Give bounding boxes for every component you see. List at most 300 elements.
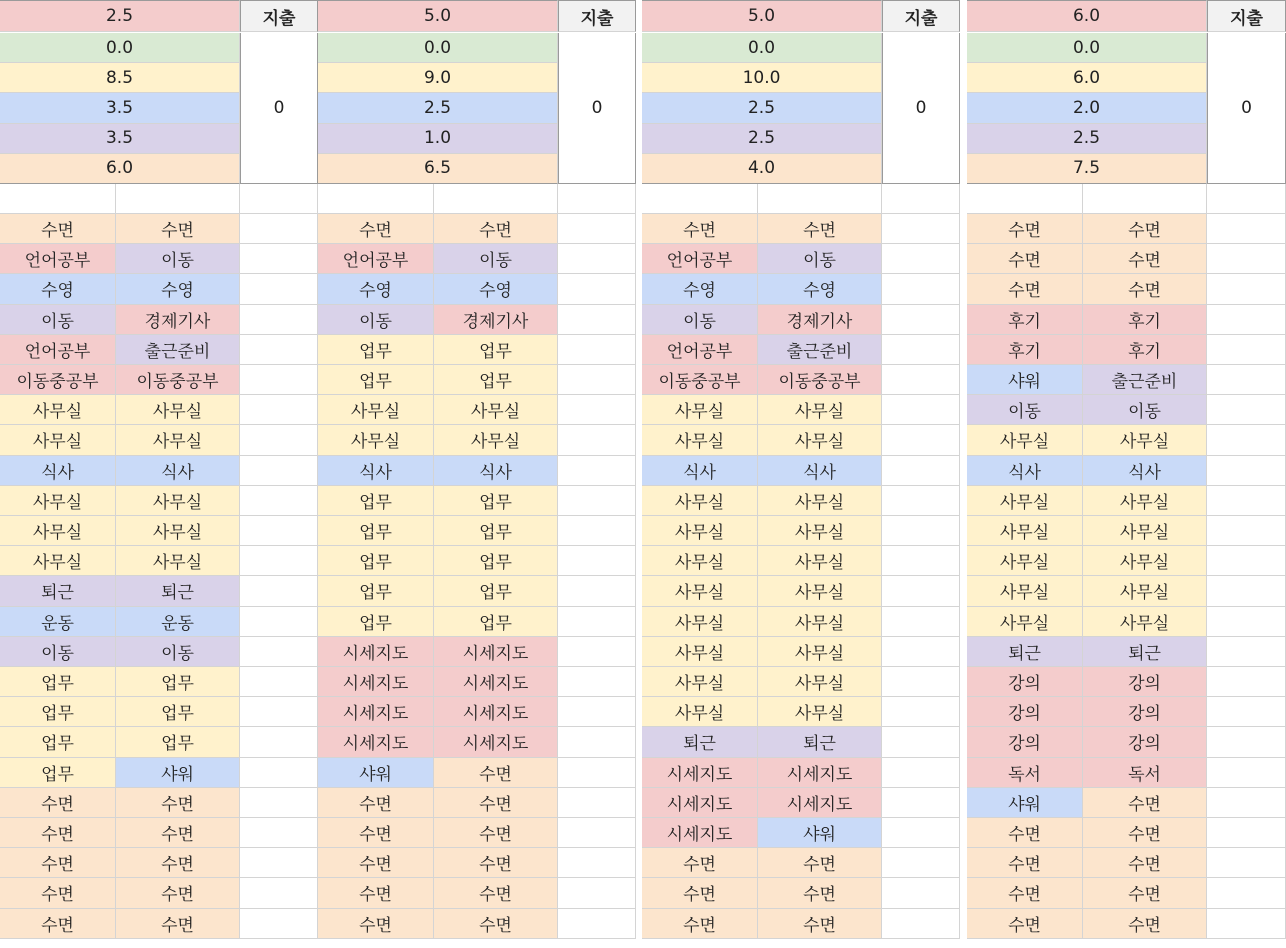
summary-cell[interactable]: 2.0 xyxy=(967,93,1207,123)
schedule-cell[interactable]: 수면 xyxy=(318,909,434,939)
schedule-cell[interactable]: 업무 xyxy=(318,546,434,576)
schedule-cell[interactable]: 사무실 xyxy=(758,667,882,697)
schedule-cell[interactable]: 이동 xyxy=(116,244,240,274)
schedule-cell[interactable]: 후기 xyxy=(967,335,1083,365)
empty-cell[interactable] xyxy=(1207,516,1286,546)
schedule-cell[interactable]: 퇴근 xyxy=(758,727,882,757)
empty-cell[interactable] xyxy=(240,456,318,486)
schedule-cell[interactable]: 업무 xyxy=(0,727,116,757)
empty-cell[interactable] xyxy=(882,576,960,606)
empty-cell[interactable] xyxy=(240,335,318,365)
schedule-cell[interactable]: 수면 xyxy=(758,214,882,244)
summary-cell[interactable]: 7.5 xyxy=(967,154,1207,184)
schedule-cell[interactable]: 경제기사 xyxy=(116,305,240,335)
expense-value[interactable]: 0 xyxy=(1207,33,1286,184)
empty-cell[interactable] xyxy=(558,486,636,516)
empty-cell[interactable] xyxy=(240,667,318,697)
expense-value[interactable]: 0 xyxy=(240,33,318,184)
empty-cell[interactable] xyxy=(318,184,434,214)
empty-cell[interactable] xyxy=(558,667,636,697)
summary-cell[interactable]: 6.5 xyxy=(318,154,558,184)
schedule-cell[interactable]: 수영 xyxy=(0,274,116,304)
empty-cell[interactable] xyxy=(1207,697,1286,727)
schedule-cell[interactable]: 수면 xyxy=(1083,909,1207,939)
schedule-cell[interactable]: 사무실 xyxy=(642,637,758,667)
schedule-cell[interactable]: 수면 xyxy=(116,788,240,818)
empty-cell[interactable] xyxy=(558,576,636,606)
schedule-cell[interactable]: 사무실 xyxy=(1083,546,1207,576)
schedule-cell[interactable]: 업무 xyxy=(318,365,434,395)
summary-cell[interactable]: 2.5 xyxy=(642,124,882,154)
schedule-cell[interactable]: 사무실 xyxy=(758,486,882,516)
empty-cell[interactable] xyxy=(558,395,636,425)
schedule-cell[interactable]: 시세지도 xyxy=(758,758,882,788)
schedule-cell[interactable]: 샤워 xyxy=(967,788,1083,818)
empty-cell[interactable] xyxy=(240,727,318,757)
summary-cell[interactable]: 2.5 xyxy=(318,93,558,123)
schedule-cell[interactable]: 수면 xyxy=(967,214,1083,244)
expense-value[interactable]: 0 xyxy=(558,33,636,184)
empty-cell[interactable] xyxy=(558,184,636,214)
schedule-cell[interactable]: 수영 xyxy=(758,274,882,304)
empty-cell[interactable] xyxy=(558,425,636,455)
schedule-cell[interactable]: 사무실 xyxy=(758,637,882,667)
empty-cell[interactable] xyxy=(882,184,960,214)
empty-cell[interactable] xyxy=(558,546,636,576)
schedule-cell[interactable]: 언어공부 xyxy=(642,244,758,274)
schedule-cell[interactable]: 사무실 xyxy=(642,697,758,727)
empty-cell[interactable] xyxy=(882,365,960,395)
schedule-cell[interactable]: 강의 xyxy=(967,697,1083,727)
summary-cell[interactable]: 6.0 xyxy=(0,154,240,184)
empty-cell[interactable] xyxy=(558,727,636,757)
empty-cell[interactable] xyxy=(558,909,636,939)
empty-cell[interactable] xyxy=(558,848,636,878)
schedule-cell[interactable]: 사무실 xyxy=(967,576,1083,606)
empty-cell[interactable] xyxy=(240,425,318,455)
schedule-cell[interactable]: 업무 xyxy=(0,667,116,697)
empty-cell[interactable] xyxy=(1207,365,1286,395)
empty-cell[interactable] xyxy=(882,788,960,818)
schedule-cell[interactable]: 수면 xyxy=(758,878,882,908)
schedule-cell[interactable]: 사무실 xyxy=(0,425,116,455)
schedule-cell[interactable]: 식사 xyxy=(318,456,434,486)
schedule-cell[interactable]: 업무 xyxy=(434,335,558,365)
schedule-cell[interactable]: 사무실 xyxy=(434,395,558,425)
schedule-cell[interactable]: 퇴근 xyxy=(1083,637,1207,667)
empty-cell[interactable] xyxy=(1207,214,1286,244)
schedule-cell[interactable]: 이동 xyxy=(116,637,240,667)
summary-cell[interactable]: 10.0 xyxy=(642,63,882,93)
empty-cell[interactable] xyxy=(882,425,960,455)
schedule-cell[interactable]: 이동 xyxy=(1083,395,1207,425)
schedule-cell[interactable]: 수면 xyxy=(0,788,116,818)
empty-cell[interactable] xyxy=(882,456,960,486)
schedule-cell[interactable]: 수면 xyxy=(1083,244,1207,274)
empty-cell[interactable] xyxy=(1207,637,1286,667)
empty-cell[interactable] xyxy=(882,546,960,576)
schedule-cell[interactable]: 후기 xyxy=(1083,305,1207,335)
empty-cell[interactable] xyxy=(1207,184,1286,214)
schedule-cell[interactable]: 이동 xyxy=(0,305,116,335)
empty-cell[interactable] xyxy=(240,909,318,939)
schedule-cell[interactable]: 사무실 xyxy=(0,395,116,425)
schedule-cell[interactable]: 사무실 xyxy=(642,667,758,697)
empty-cell[interactable] xyxy=(882,607,960,637)
empty-cell[interactable] xyxy=(558,637,636,667)
summary-cell[interactable]: 6.0 xyxy=(967,63,1207,93)
schedule-cell[interactable]: 사무실 xyxy=(758,697,882,727)
summary-cell[interactable]: 8.5 xyxy=(0,63,240,93)
empty-cell[interactable] xyxy=(240,697,318,727)
schedule-cell[interactable]: 사무실 xyxy=(967,425,1083,455)
schedule-cell[interactable]: 이동중공부 xyxy=(642,365,758,395)
schedule-cell[interactable]: 강의 xyxy=(1083,697,1207,727)
schedule-cell[interactable]: 시세지도 xyxy=(642,788,758,818)
empty-cell[interactable] xyxy=(882,758,960,788)
schedule-cell[interactable]: 사무실 xyxy=(0,486,116,516)
schedule-cell[interactable]: 시세지도 xyxy=(318,667,434,697)
schedule-cell[interactable]: 사무실 xyxy=(1083,516,1207,546)
schedule-cell[interactable]: 샤워 xyxy=(758,818,882,848)
schedule-cell[interactable]: 사무실 xyxy=(0,546,116,576)
empty-cell[interactable] xyxy=(240,607,318,637)
schedule-cell[interactable]: 시세지도 xyxy=(642,758,758,788)
schedule-cell[interactable]: 사무실 xyxy=(758,395,882,425)
schedule-cell[interactable]: 사무실 xyxy=(642,486,758,516)
empty-cell[interactable] xyxy=(240,878,318,908)
empty-cell[interactable] xyxy=(558,878,636,908)
schedule-cell[interactable]: 수면 xyxy=(116,848,240,878)
empty-cell[interactable] xyxy=(558,758,636,788)
schedule-cell[interactable]: 사무실 xyxy=(758,607,882,637)
empty-cell[interactable] xyxy=(882,878,960,908)
schedule-cell[interactable]: 수면 xyxy=(318,848,434,878)
schedule-cell[interactable]: 퇴근 xyxy=(642,727,758,757)
schedule-cell[interactable]: 사무실 xyxy=(758,576,882,606)
empty-cell[interactable] xyxy=(558,335,636,365)
summary-cell[interactable]: 0.0 xyxy=(0,33,240,63)
schedule-cell[interactable]: 시세지도 xyxy=(642,818,758,848)
schedule-cell[interactable]: 언어공부 xyxy=(0,244,116,274)
summary-cell[interactable]: 3.5 xyxy=(0,124,240,154)
schedule-cell[interactable]: 독서 xyxy=(1083,758,1207,788)
summary-cell[interactable]: 2.5 xyxy=(967,124,1207,154)
empty-cell[interactable] xyxy=(1207,244,1286,274)
schedule-cell[interactable]: 이동중공부 xyxy=(0,365,116,395)
schedule-cell[interactable]: 수면 xyxy=(0,848,116,878)
schedule-cell[interactable]: 후기 xyxy=(1083,335,1207,365)
schedule-cell[interactable]: 수영 xyxy=(642,274,758,304)
empty-cell[interactable] xyxy=(1207,818,1286,848)
empty-cell[interactable] xyxy=(1207,335,1286,365)
schedule-cell[interactable]: 독서 xyxy=(967,758,1083,788)
schedule-cell[interactable]: 시세지도 xyxy=(318,727,434,757)
schedule-cell[interactable]: 언어공부 xyxy=(642,335,758,365)
empty-cell[interactable] xyxy=(240,395,318,425)
schedule-cell[interactable]: 수면 xyxy=(434,788,558,818)
empty-cell[interactable] xyxy=(240,305,318,335)
empty-cell[interactable] xyxy=(434,184,558,214)
schedule-cell[interactable]: 업무 xyxy=(116,697,240,727)
summary-cell[interactable]: 0.0 xyxy=(967,33,1207,63)
empty-cell[interactable] xyxy=(1207,546,1286,576)
empty-cell[interactable] xyxy=(882,909,960,939)
schedule-cell[interactable]: 사무실 xyxy=(967,546,1083,576)
schedule-cell[interactable]: 이동중공부 xyxy=(116,365,240,395)
schedule-cell[interactable]: 수면 xyxy=(0,878,116,908)
schedule-cell[interactable]: 이동중공부 xyxy=(758,365,882,395)
day-total-cell[interactable]: 2.5 xyxy=(0,0,240,32)
schedule-cell[interactable]: 사무실 xyxy=(1083,576,1207,606)
schedule-cell[interactable]: 업무 xyxy=(318,335,434,365)
empty-cell[interactable] xyxy=(1207,667,1286,697)
schedule-cell[interactable]: 출근준비 xyxy=(758,335,882,365)
empty-cell[interactable] xyxy=(240,244,318,274)
empty-cell[interactable] xyxy=(558,274,636,304)
schedule-cell[interactable]: 수면 xyxy=(116,909,240,939)
empty-cell[interactable] xyxy=(1207,788,1286,818)
schedule-cell[interactable]: 수면 xyxy=(318,214,434,244)
schedule-cell[interactable]: 업무 xyxy=(434,576,558,606)
schedule-cell[interactable]: 수면 xyxy=(434,848,558,878)
summary-cell[interactable]: 2.5 xyxy=(642,93,882,123)
summary-cell[interactable]: 4.0 xyxy=(642,154,882,184)
empty-cell[interactable] xyxy=(882,335,960,365)
schedule-cell[interactable]: 수면 xyxy=(1083,848,1207,878)
schedule-cell[interactable]: 사무실 xyxy=(116,486,240,516)
schedule-cell[interactable]: 수면 xyxy=(967,274,1083,304)
schedule-cell[interactable]: 이동 xyxy=(758,244,882,274)
empty-cell[interactable] xyxy=(882,667,960,697)
schedule-cell[interactable]: 사무실 xyxy=(967,486,1083,516)
empty-cell[interactable] xyxy=(882,395,960,425)
empty-cell[interactable] xyxy=(1207,848,1286,878)
schedule-cell[interactable]: 수면 xyxy=(967,244,1083,274)
schedule-cell[interactable]: 후기 xyxy=(967,305,1083,335)
expense-label[interactable]: 지출 xyxy=(240,0,318,32)
schedule-cell[interactable]: 수영 xyxy=(116,274,240,304)
schedule-cell[interactable]: 사무실 xyxy=(758,546,882,576)
schedule-cell[interactable]: 사무실 xyxy=(116,546,240,576)
schedule-cell[interactable]: 수면 xyxy=(1083,788,1207,818)
schedule-cell[interactable]: 시세지도 xyxy=(318,697,434,727)
schedule-cell[interactable]: 수면 xyxy=(642,878,758,908)
schedule-cell[interactable]: 식사 xyxy=(758,456,882,486)
schedule-cell[interactable]: 식사 xyxy=(116,456,240,486)
schedule-cell[interactable]: 사무실 xyxy=(758,516,882,546)
schedule-cell[interactable]: 업무 xyxy=(434,546,558,576)
schedule-cell[interactable]: 이동 xyxy=(318,305,434,335)
schedule-cell[interactable]: 업무 xyxy=(318,576,434,606)
schedule-cell[interactable]: 언어공부 xyxy=(0,335,116,365)
summary-cell[interactable]: 1.0 xyxy=(318,124,558,154)
empty-cell[interactable] xyxy=(240,184,318,214)
empty-cell[interactable] xyxy=(882,244,960,274)
schedule-cell[interactable]: 사무실 xyxy=(116,425,240,455)
schedule-cell[interactable]: 강의 xyxy=(1083,727,1207,757)
schedule-cell[interactable]: 수영 xyxy=(434,274,558,304)
empty-cell[interactable] xyxy=(240,637,318,667)
schedule-cell[interactable]: 이동 xyxy=(0,637,116,667)
schedule-cell[interactable]: 수면 xyxy=(758,909,882,939)
schedule-cell[interactable]: 사무실 xyxy=(116,395,240,425)
empty-cell[interactable] xyxy=(882,727,960,757)
empty-cell[interactable] xyxy=(1083,184,1207,214)
empty-cell[interactable] xyxy=(967,184,1083,214)
schedule-cell[interactable]: 퇴근 xyxy=(967,637,1083,667)
empty-cell[interactable] xyxy=(240,274,318,304)
schedule-cell[interactable]: 업무 xyxy=(434,365,558,395)
schedule-cell[interactable]: 시세지도 xyxy=(434,637,558,667)
schedule-cell[interactable]: 수면 xyxy=(318,818,434,848)
empty-cell[interactable] xyxy=(1207,274,1286,304)
schedule-cell[interactable]: 경제기사 xyxy=(434,305,558,335)
schedule-cell[interactable]: 경제기사 xyxy=(758,305,882,335)
schedule-cell[interactable]: 업무 xyxy=(0,758,116,788)
empty-cell[interactable] xyxy=(240,546,318,576)
schedule-cell[interactable]: 업무 xyxy=(318,607,434,637)
schedule-cell[interactable]: 수면 xyxy=(434,909,558,939)
schedule-cell[interactable]: 수면 xyxy=(318,878,434,908)
empty-cell[interactable] xyxy=(1207,878,1286,908)
empty-cell[interactable] xyxy=(558,697,636,727)
schedule-cell[interactable]: 수면 xyxy=(642,214,758,244)
schedule-cell[interactable]: 사무실 xyxy=(642,516,758,546)
schedule-cell[interactable]: 강의 xyxy=(1083,667,1207,697)
schedule-cell[interactable]: 식사 xyxy=(434,456,558,486)
summary-cell[interactable]: 0.0 xyxy=(642,33,882,63)
schedule-cell[interactable]: 수면 xyxy=(967,909,1083,939)
schedule-cell[interactable]: 운동 xyxy=(116,607,240,637)
schedule-cell[interactable]: 수면 xyxy=(318,788,434,818)
empty-cell[interactable] xyxy=(758,184,882,214)
schedule-cell[interactable]: 샤워 xyxy=(967,365,1083,395)
empty-cell[interactable] xyxy=(558,818,636,848)
empty-cell[interactable] xyxy=(882,305,960,335)
empty-cell[interactable] xyxy=(642,184,758,214)
schedule-cell[interactable]: 업무 xyxy=(116,667,240,697)
day-total-cell[interactable]: 5.0 xyxy=(318,0,558,32)
empty-cell[interactable] xyxy=(240,788,318,818)
empty-cell[interactable] xyxy=(1207,305,1286,335)
summary-cell[interactable]: 0.0 xyxy=(318,33,558,63)
schedule-cell[interactable]: 식사 xyxy=(1083,456,1207,486)
schedule-cell[interactable]: 사무실 xyxy=(642,425,758,455)
empty-cell[interactable] xyxy=(240,576,318,606)
expense-label[interactable]: 지출 xyxy=(882,0,960,32)
expense-label[interactable]: 지출 xyxy=(558,0,636,32)
empty-cell[interactable] xyxy=(0,184,116,214)
schedule-cell[interactable]: 사무실 xyxy=(318,395,434,425)
schedule-cell[interactable]: 강의 xyxy=(967,727,1083,757)
schedule-cell[interactable]: 식사 xyxy=(0,456,116,486)
empty-cell[interactable] xyxy=(240,214,318,244)
schedule-cell[interactable]: 시세지도 xyxy=(434,697,558,727)
empty-cell[interactable] xyxy=(240,818,318,848)
schedule-cell[interactable]: 언어공부 xyxy=(318,244,434,274)
empty-cell[interactable] xyxy=(882,848,960,878)
schedule-cell[interactable]: 샤워 xyxy=(318,758,434,788)
schedule-cell[interactable]: 수면 xyxy=(967,818,1083,848)
empty-cell[interactable] xyxy=(1207,758,1286,788)
schedule-cell[interactable]: 사무실 xyxy=(758,425,882,455)
schedule-cell[interactable]: 업무 xyxy=(434,486,558,516)
schedule-cell[interactable]: 업무 xyxy=(434,607,558,637)
schedule-cell[interactable]: 사무실 xyxy=(434,425,558,455)
empty-cell[interactable] xyxy=(882,818,960,848)
empty-cell[interactable] xyxy=(240,848,318,878)
empty-cell[interactable] xyxy=(1207,607,1286,637)
schedule-cell[interactable]: 사무실 xyxy=(318,425,434,455)
schedule-cell[interactable]: 수면 xyxy=(1083,818,1207,848)
schedule-cell[interactable]: 시세지도 xyxy=(434,667,558,697)
empty-cell[interactable] xyxy=(882,214,960,244)
schedule-cell[interactable]: 식사 xyxy=(967,456,1083,486)
empty-cell[interactable] xyxy=(558,516,636,546)
schedule-cell[interactable]: 업무 xyxy=(318,516,434,546)
summary-cell[interactable]: 3.5 xyxy=(0,93,240,123)
schedule-cell[interactable]: 수면 xyxy=(434,758,558,788)
schedule-cell[interactable]: 수면 xyxy=(0,818,116,848)
empty-cell[interactable] xyxy=(240,486,318,516)
schedule-cell[interactable]: 사무실 xyxy=(1083,607,1207,637)
empty-cell[interactable] xyxy=(1207,456,1286,486)
schedule-cell[interactable]: 수면 xyxy=(1083,214,1207,244)
schedule-cell[interactable]: 이동 xyxy=(642,305,758,335)
empty-cell[interactable] xyxy=(240,516,318,546)
schedule-cell[interactable]: 샤워 xyxy=(116,758,240,788)
empty-cell[interactable] xyxy=(558,607,636,637)
empty-cell[interactable] xyxy=(1207,486,1286,516)
schedule-cell[interactable]: 수면 xyxy=(434,214,558,244)
empty-cell[interactable] xyxy=(1207,576,1286,606)
empty-cell[interactable] xyxy=(558,214,636,244)
schedule-cell[interactable]: 수면 xyxy=(116,214,240,244)
expense-value[interactable]: 0 xyxy=(882,33,960,184)
schedule-cell[interactable]: 수영 xyxy=(318,274,434,304)
schedule-cell[interactable]: 이동 xyxy=(434,244,558,274)
empty-cell[interactable] xyxy=(1207,425,1286,455)
schedule-cell[interactable]: 수면 xyxy=(642,848,758,878)
empty-cell[interactable] xyxy=(1207,727,1286,757)
schedule-cell[interactable]: 업무 xyxy=(318,486,434,516)
schedule-cell[interactable]: 이동 xyxy=(967,395,1083,425)
summary-cell[interactable]: 9.0 xyxy=(318,63,558,93)
schedule-cell[interactable]: 식사 xyxy=(642,456,758,486)
schedule-cell[interactable]: 수면 xyxy=(0,909,116,939)
empty-cell[interactable] xyxy=(558,244,636,274)
empty-cell[interactable] xyxy=(882,637,960,667)
empty-cell[interactable] xyxy=(1207,909,1286,939)
schedule-cell[interactable]: 사무실 xyxy=(642,607,758,637)
schedule-cell[interactable]: 사무실 xyxy=(1083,486,1207,516)
schedule-cell[interactable]: 운동 xyxy=(0,607,116,637)
schedule-cell[interactable]: 사무실 xyxy=(0,516,116,546)
schedule-cell[interactable]: 수면 xyxy=(758,848,882,878)
day-total-cell[interactable]: 5.0 xyxy=(642,0,882,32)
schedule-cell[interactable]: 퇴근 xyxy=(0,576,116,606)
day-total-cell[interactable]: 6.0 xyxy=(967,0,1207,32)
schedule-cell[interactable]: 수면 xyxy=(1083,274,1207,304)
empty-cell[interactable] xyxy=(116,184,240,214)
empty-cell[interactable] xyxy=(558,788,636,818)
empty-cell[interactable] xyxy=(558,365,636,395)
schedule-cell[interactable]: 시세지도 xyxy=(758,788,882,818)
schedule-cell[interactable]: 강의 xyxy=(967,667,1083,697)
empty-cell[interactable] xyxy=(882,697,960,727)
empty-cell[interactable] xyxy=(882,274,960,304)
